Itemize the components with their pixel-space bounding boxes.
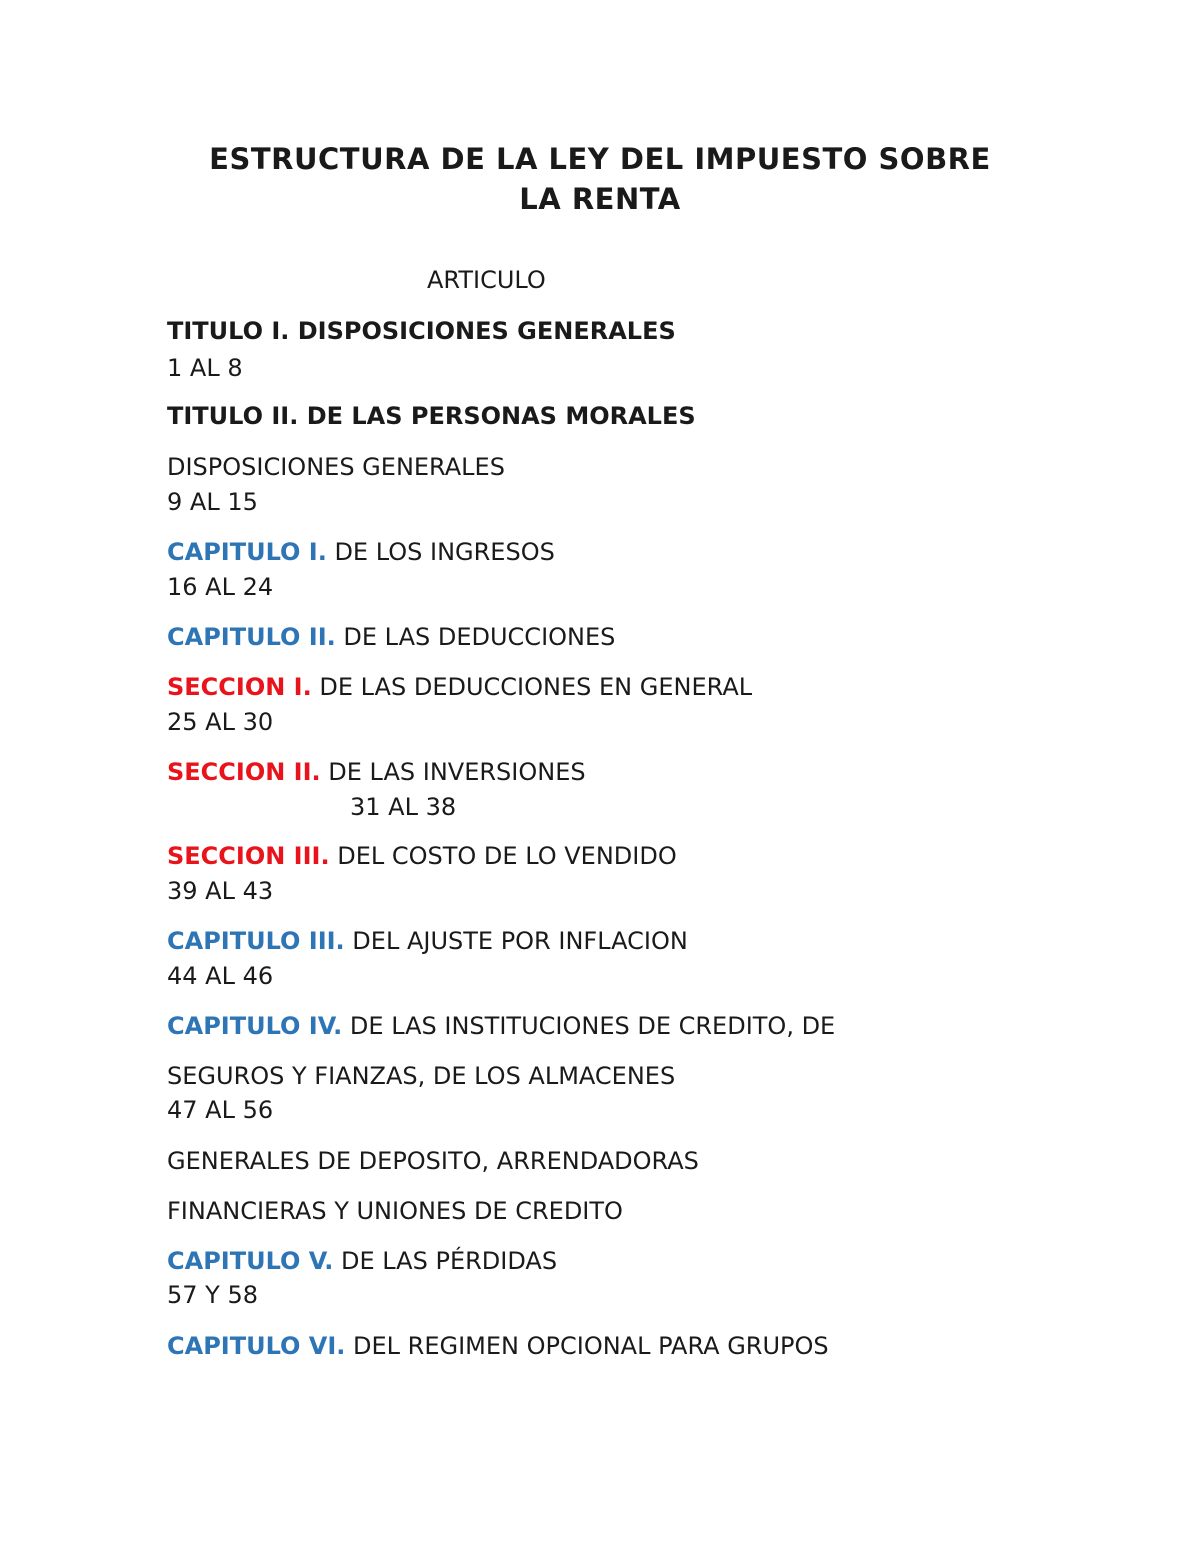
- titulo-1-range: 1 AL 8: [167, 354, 243, 382]
- disposiciones-generales-heading: DISPOSICIONES GENERALES: [167, 453, 505, 481]
- capitulo-4-text: DE LAS INSTITUCIONES DE CREDITO, DE: [342, 1012, 836, 1040]
- capitulo-3-text: DEL AJUSTE POR INFLACION: [344, 927, 688, 955]
- seccion-3-text: DEL COSTO DE LO VENDIDO: [329, 842, 677, 870]
- capitulo-5-prefix: CAPITULO V.: [167, 1247, 334, 1275]
- capitulo-6-prefix: CAPITULO VI.: [167, 1332, 346, 1360]
- capitulo-1-text: DE LOS INGRESOS: [326, 538, 555, 566]
- capitulo-3-prefix: CAPITULO III.: [167, 927, 345, 955]
- capitulo-6-text: DEL REGIMEN OPCIONAL PARA GRUPOS: [345, 1332, 829, 1360]
- seccion-3-range: 39 AL 43: [167, 877, 274, 905]
- capitulo-6-heading: [167, 1334, 829, 1358]
- capitulo-4-prefix: CAPITULO IV.: [167, 1012, 343, 1040]
- disposiciones-generales-range: 9 AL 15: [167, 488, 258, 516]
- capitulo-5-text: DE LAS PÉRDIDAS: [333, 1247, 558, 1275]
- capitulo-2-text: DE LAS DEDUCCIONES: [335, 623, 616, 651]
- seccion-3-heading: [167, 844, 677, 868]
- capitulo-5-heading: [167, 1249, 557, 1273]
- capitulo-3-heading: [167, 929, 688, 953]
- capitulo-2-prefix: CAPITULO II.: [167, 623, 336, 651]
- capitulo-3-range: 44 AL 46: [167, 962, 274, 990]
- document-title-line-2: LA RENTA: [519, 182, 681, 216]
- capitulo-1-prefix: CAPITULO I.: [167, 538, 327, 566]
- document-title-line-1: ESTRUCTURA DE LA LEY DEL IMPUESTO SOBRE: [209, 142, 991, 176]
- seccion-1-text: DE LAS DEDUCCIONES EN GENERAL: [311, 673, 753, 701]
- capitulo-1-range: 16 AL 24: [167, 573, 274, 601]
- seccion-3-prefix: SECCION III.: [167, 842, 330, 870]
- seccion-2-prefix: SECCION II.: [167, 758, 321, 786]
- capitulo-1-heading: [167, 540, 555, 564]
- capitulo-5-range: 57 Y 58: [167, 1281, 258, 1309]
- seccion-1-heading: [167, 675, 752, 699]
- seccion-2-heading: [167, 760, 586, 784]
- seccion-1-range: 25 AL 30: [167, 708, 274, 736]
- capitulo-4-range: 47 AL 56: [167, 1096, 274, 1124]
- capitulo-2-heading: [167, 625, 615, 649]
- titulo-1-heading: TITULO I. DISPOSICIONES GENERALES: [167, 317, 676, 345]
- capitulo-4-heading: [167, 1014, 835, 1038]
- capitulo-4-line-4: FINANCIERAS Y UNIONES DE CREDITO: [167, 1197, 623, 1225]
- titulo-2-heading: TITULO II. DE LAS PERSONAS MORALES: [167, 402, 696, 430]
- column-header-articulo: ARTICULO: [427, 266, 546, 294]
- seccion-2-range: 31 AL 38: [350, 793, 457, 821]
- capitulo-4-line-2: SEGUROS Y FIANZAS, DE LOS ALMACENES: [167, 1062, 676, 1090]
- seccion-1-prefix: SECCION I.: [167, 673, 312, 701]
- seccion-2-text: DE LAS INVERSIONES: [320, 758, 586, 786]
- capitulo-4-line-3: GENERALES DE DEPOSITO, ARRENDADORAS: [167, 1147, 699, 1175]
